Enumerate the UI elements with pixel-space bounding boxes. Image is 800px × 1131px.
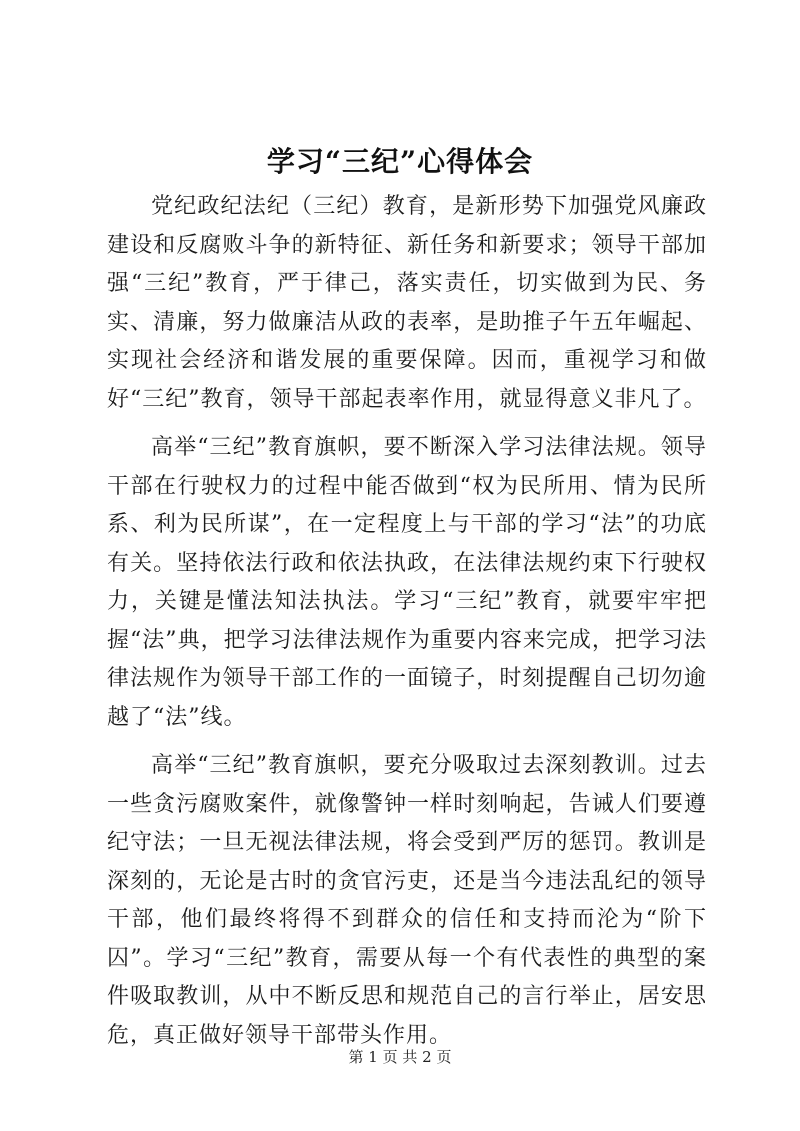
- paragraph-1: 党纪政纪法纪（三纪）教育，是新形势下加强党风廉政建设和反腐败斗争的新特征、新任务和新要求；领导干部加强“三纪”教育，严于律己，落实责任，切实做到为民、务实、清廉，努力做廉洁从政的表率，是助推子午五年崛起、实现社会经济和谐发展的重要保障。因而，重视学习和做好“三纪”教育，领导干部起表率作用，就显得意义非凡了。: [107, 194, 707, 412]
- paragraph-3: 高举“三纪”教育旗帜，要充分吸取过去深刻教训。过去一些贪污腐败案件，就像警钟一样时刻响起，告诫人们要遵纪守法；一旦无视法律法规，将会受到严厉的惩罚。教训是深刻的，无论是古时的贪官污吏，还是当今违法乱纪的领导干部，他们最终将得不到群众的信任和支持而沦为“阶下囚”。学习“三纪”教育，需要从每一个有代表性的典型的案件吸取教训，从中不断反思和规范自己的言行举止，居安思危，真正做好领导干部带头作用。: [107, 753, 707, 1048]
- page-footer: 第 1 页 共 2 页: [348, 1048, 452, 1066]
- document-body: [107, 188, 707, 1065]
- page-title: 学习“三纪”心得体会: [266, 145, 534, 178]
- paragraph-2: 高举“三纪”教育旗帜，要不断深入学习法律法规。领导干部在行驶权力的过程中能否做到“权为民所用、情为民所系、利为民所谋”，在一定程度上与干部的学习“法”的功底有关。坚持依法行政和依法执政，在法律法规约束下行驶权力，关键是懂法知法执法。学习“三纪”教育，就要牢牢把握“法”典，把学习法律法规作为重要内容来完成，把学习法律法规作为领导干部工作的一面镜子，时刻提醒自己切勿逾越了“法”线。: [107, 435, 707, 730]
